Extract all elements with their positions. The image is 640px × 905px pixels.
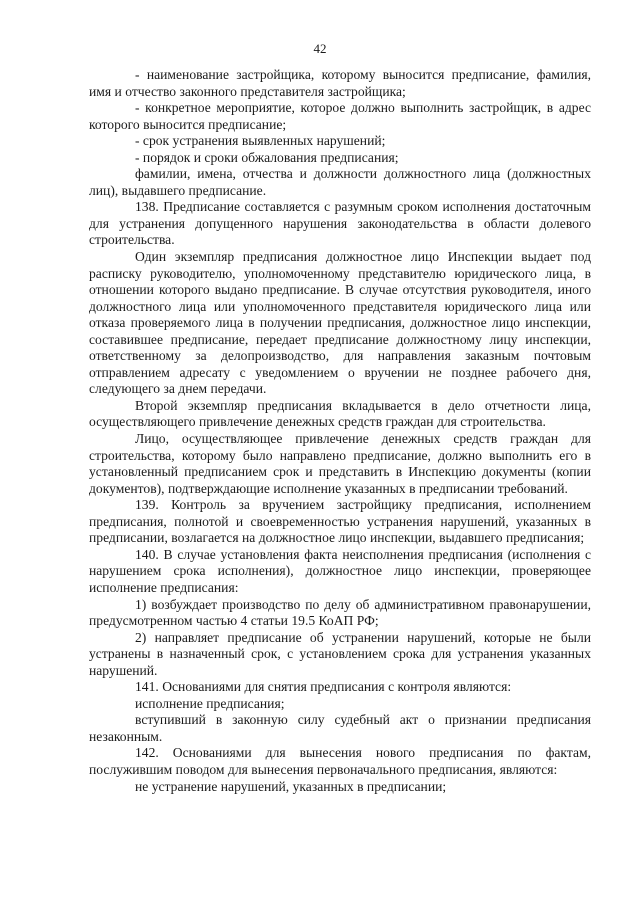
paragraph: Один экземпляр предписания должностное лицо Инспекции выдает под расписку руководителю, уполномоченному представителю юридического лица, в отношении которого выдано предписание. В случае отсутствия руководителя, иного должностного лица или уполномоченного представителя юридического лица или отказа проверяемого лица в получении предписания, должностное лицо инспекции, составившее предписание, передает предписание должностному лицу инспекции, ответственному за делопроизводство, для направления заказным почтовым отправлением адресату с уведомлением о вручении не позднее рабочего дня, следующего за днем передачи. xyxy=(89,249,591,397)
paragraph: исполнение предписания; xyxy=(135,695,285,711)
paragraph: - конкретное мероприятие, которое должно выполнить застройщик, в адрес которого выносится предписание; xyxy=(89,100,591,132)
page-body xyxy=(89,67,591,795)
paragraph: фамилии, имена, отчества и должности должностного лица (должностных лиц), выдавшего предписание. xyxy=(89,166,591,198)
paragraph: вступивший в законную силу судебный акт о признании предписания незаконным. xyxy=(89,712,591,744)
paragraph: 140. В случае установления факта неисполнения предписания (исполнения с нарушением срока исполнения), должностное лицо инспекции, проверяющее исполнение предписания: xyxy=(89,546,591,595)
paragraph: 139. Контроль за вручением застройщику предписания, исполнением предписания, полнотой и своевременностью устранения нарушений, указанных в предписании, возлагается на должностное лицо инспекции, выдавшего предписания; xyxy=(89,497,591,546)
paragraph: 1) возбуждает производство по делу об административном правонарушении, предусмотренном частью 4 статьи 19.5 КоАП РФ; xyxy=(89,596,591,629)
paragraph: 2) направляет предписание об устранении нарушений, которые не были устранены в назначенный срок, с установлением срока для устранения указанных нарушений. xyxy=(89,629,591,678)
paragraph: 141. Основаниями для снятия предписания с контроля являются: xyxy=(135,679,512,695)
paragraph: 138. Предписание составляется с разумным сроком исполнения достаточным для устранения допущенного нарушения законодательства в области долевого строительства. xyxy=(89,199,591,248)
paragraph: - наименование застройщика, которому выносится предписание, фамилия, имя и отчество законного представителя застройщика; xyxy=(89,67,591,99)
page-number: 42 xyxy=(313,41,327,56)
paragraph: не устранение нарушений, указанных в предписании; xyxy=(135,778,447,794)
paragraph: Второй экземпляр предписания вкладывается в дело отчетности лица, осуществляющего привлечение денежных средств граждан для строительства. xyxy=(89,397,591,430)
paragraph: - порядок и сроки обжалования предписания; xyxy=(135,149,399,165)
paragraph: 142. Основаниями для вынесения нового предписания по фактам, послужившим поводом для вынесения первоначального предписания, являются: xyxy=(89,745,591,777)
paragraph: - срок устранения выявленных нарушений; xyxy=(135,133,386,149)
paragraph: Лицо, осуществляющее привлечение денежных средств граждан для строительства, которому было направлено предписание, должно выполнить его в установленный предписанием срок и представить в Инспекцию документы (копии документов), подтверждающие исполнение указанных в предписании требований. xyxy=(89,431,591,496)
